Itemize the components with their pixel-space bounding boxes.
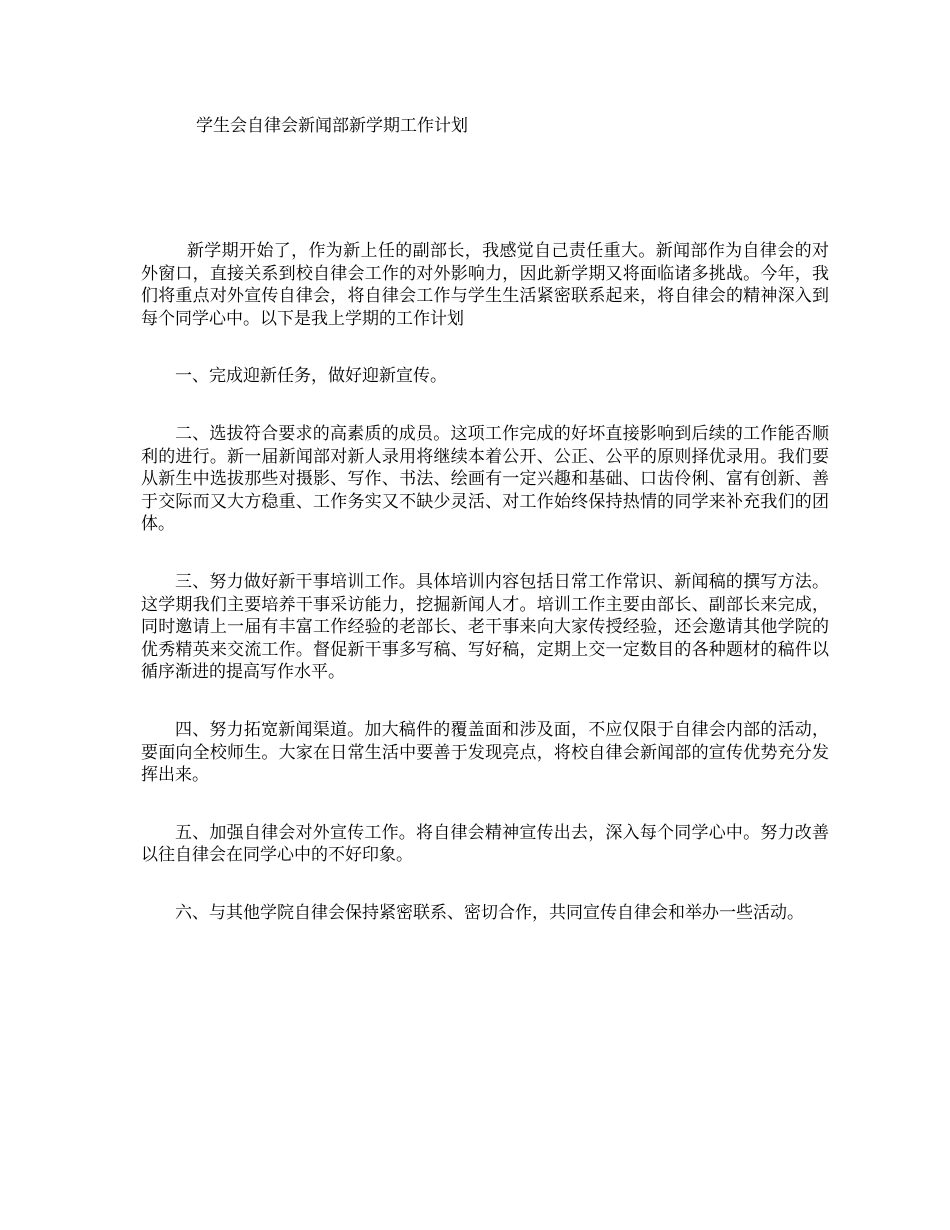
intro-paragraph: 新学期开始了，作为新上任的副部长，我感觉自己责任重大。新闻部作为自律会的对外窗口，直接关系到校自律会工作的对外影响力，因此新学期又将面临诸多挑战。今年，我们将重点对外宣传自律会，将自律会工作与学生生活紧密联系起来，将自律会的精神深入到每个同学心中。以下是我上学期的工作计划 (141, 241, 829, 329)
plan-item-5: 五、加强自律会对外宣传工作。将自律会精神宣传出去，深入每个同学心中。努力改善以往自律会在同学心中的不好印象。 (141, 822, 829, 866)
document-title: 学生会自律会新闻部新学期工作计划 (196, 116, 468, 136)
plan-item-6: 六、与其他学院自律会保持紧密联系、密切合作，共同宣传自律会和举办一些活动。 (175, 902, 804, 923)
plan-item-4: 四、努力拓宽新闻渠道。加大稿件的覆盖面和涉及面，不应仅限于自律会内部的活动，要面向全校师生。大家在日常生活中要善于发现亮点，将校自律会新闻部的宣传优势充分发挥出来。 (141, 719, 829, 786)
plan-item-1: 一、完成迎新任务，做好迎新宣传。 (175, 366, 447, 387)
plan-item-2: 二、选拔符合要求的高素质的成员。这项工作完成的好坏直接影响到后续的工作能否顺利的进行。新一届新闻部对新人录用将继续本着公开、公正、公平的原则择优录用。我们要从新生中选拔那些对摄影、写作、书法、绘画有一定兴趣和基础、口齿伶俐、富有创新、善于交际而又大方稳重、工作务实又不缺少灵活、对工作始终保持热情的同学来补充我们的团体。 (141, 423, 829, 535)
plan-item-3: 三、努力做好新干事培训工作。具体培训内容包括日常工作常识、新闻稿的撰写方法。这学期我们主要培养干事采访能力，挖掘新闻人才。培训工作主要由部长、副部长来完成，同时邀请上一届有丰富工作经验的老部长、老干事来向大家传授经验，还会邀请其他学院的优秀精英来交流工作。督促新干事多写稿、写好稿，定期上交一定数目的各种题材的稿件以循序渐进的提高写作水平。 (141, 571, 829, 683)
document-body (141, 240, 829, 924)
